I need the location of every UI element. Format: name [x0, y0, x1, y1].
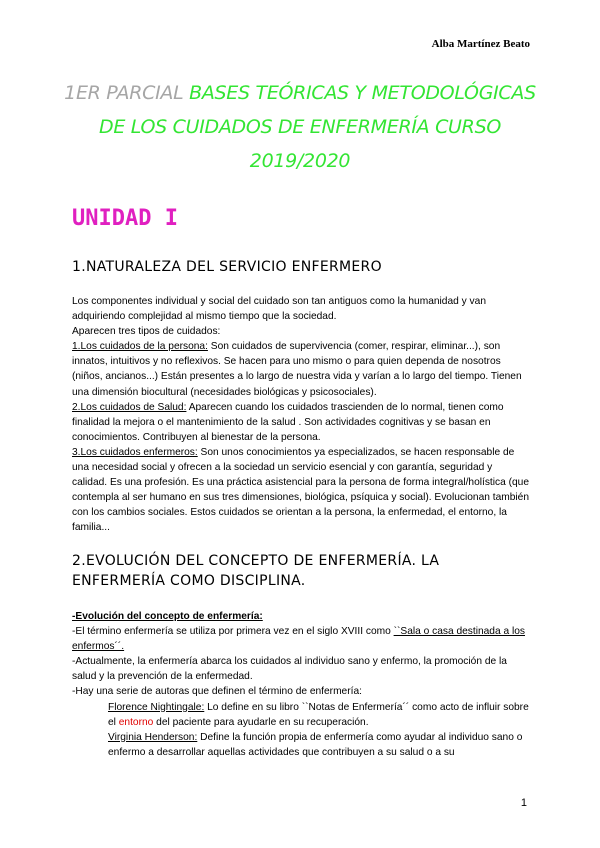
care-type-text: Son cuidados de supervivencia (comer, respirar, eliminar...), son innatos, intuitivos y no reflexivos. Se hacen para uno mismo o para quien dependa de nosotros (niños, ancianos...) Están presentes a lo largo de nuestra vida y varían a lo largo del tiempo. Tienen una dimensión biocultural (necesidades biológicas y psicosociales). [72, 341, 522, 398]
page-number: 1 [520, 797, 527, 809]
author-text: Lo define en su libro ``Notas de Enfermería´´ como acto de influir sobre el [108, 701, 529, 728]
title-part-subject: BASES TEÓRICAS Y METODOLÓGICAS DE LOS CUIDADOS DE ENFERMERÍA CURSO [99, 82, 536, 138]
section1-body [72, 294, 530, 536]
section1-intro: Los componentes individual y social del cuidado son tan antiguos como la humanidad y van adquiriendo complejidad al mismo tiempo que la sociedad. [72, 296, 486, 323]
care-type-text: Aparecen cuando los cuidados trascienden de lo normal, tienen como finalidad la mejora o el mantenimiento de la salud . Son actividades cognitivas y se basan en conocimientos. Contribuyen al bienestar de la persona. [72, 401, 504, 443]
section2-heading: 2.EVOLUCIÓN DEL CONCEPTO DE ENFERMERÍA. LA ENFERMERÍA COMO DISCIPLINA. [72, 553, 440, 589]
author-text: Define la función propia de enfermería como ayudar al individuo sano o enfermo a desarrollar aquellas actividades que contribuyen a su salud o a su [108, 731, 523, 758]
care-type-item [72, 445, 530, 536]
section2-body [72, 609, 530, 760]
author-name-label: Virginia Henderson: [108, 731, 198, 743]
section2-subheading: -Evolución del concepto de enfermería: [72, 611, 263, 622]
care-type-item [72, 339, 530, 399]
author-text: del paciente para ayudarle en su recuperación. [153, 716, 369, 728]
care-type-item [72, 400, 530, 445]
section2-line [72, 624, 530, 654]
section2-line: -Actualmente, la enfermería abarca los cuidados al individuo sano y enfermo, la promoción de la salud y la prevención de la enfermedad. [72, 656, 507, 683]
section1-heading: 1.NATURALEZA DEL SERVICIO ENFERMERO [72, 259, 382, 275]
care-type-text: Son unos conocimientos ya especializados, se hacen responsable de una necesidad social y ofrecen a la sociedad un servicio esencial y con garantía, seguridad y calidad. Es una profesión. Es una práctica asistencial para la persona de forma integral/holística (que contempla al ser humano en sus tres dimensiones, biológica, psíquica y social). Evolucionan también con los cambios sociales. Estos cuidados se orientan a la persona, la enfermedad, el entorno, la familia... [72, 446, 529, 534]
care-type-label: 2.Los cuidados de Salud: [72, 401, 187, 413]
author-highlight: entorno [118, 716, 154, 728]
author-definition [72, 730, 530, 760]
care-type-label: 1.Los cuidados de la persona: [72, 341, 208, 353]
section2-line: -Hay una serie de autoras que definen el término de enfermería: [72, 686, 362, 698]
title-part-year: 2019/2020 [249, 150, 351, 172]
document-title [60, 76, 540, 178]
author-definition [72, 700, 530, 730]
author-name: Alba Martínez Beato [431, 38, 530, 50]
care-type-label: 3.Los cuidados enfermeros: [72, 446, 198, 458]
author-name-label: Florence Nightingale: [108, 701, 205, 713]
section2-line-text: -El término enfermería se utiliza por primera vez en el siglo XVIII como [72, 626, 394, 638]
title-part-exam: 1ER PARCIAL [64, 82, 190, 104]
section2-line-quote: ``Sala o casa destinada a los enfermos´´. [72, 626, 525, 653]
section1-types-intro: Aparecen tres tipos de cuidados: [72, 326, 221, 338]
unit-heading: UNIDAD I [72, 206, 178, 231]
